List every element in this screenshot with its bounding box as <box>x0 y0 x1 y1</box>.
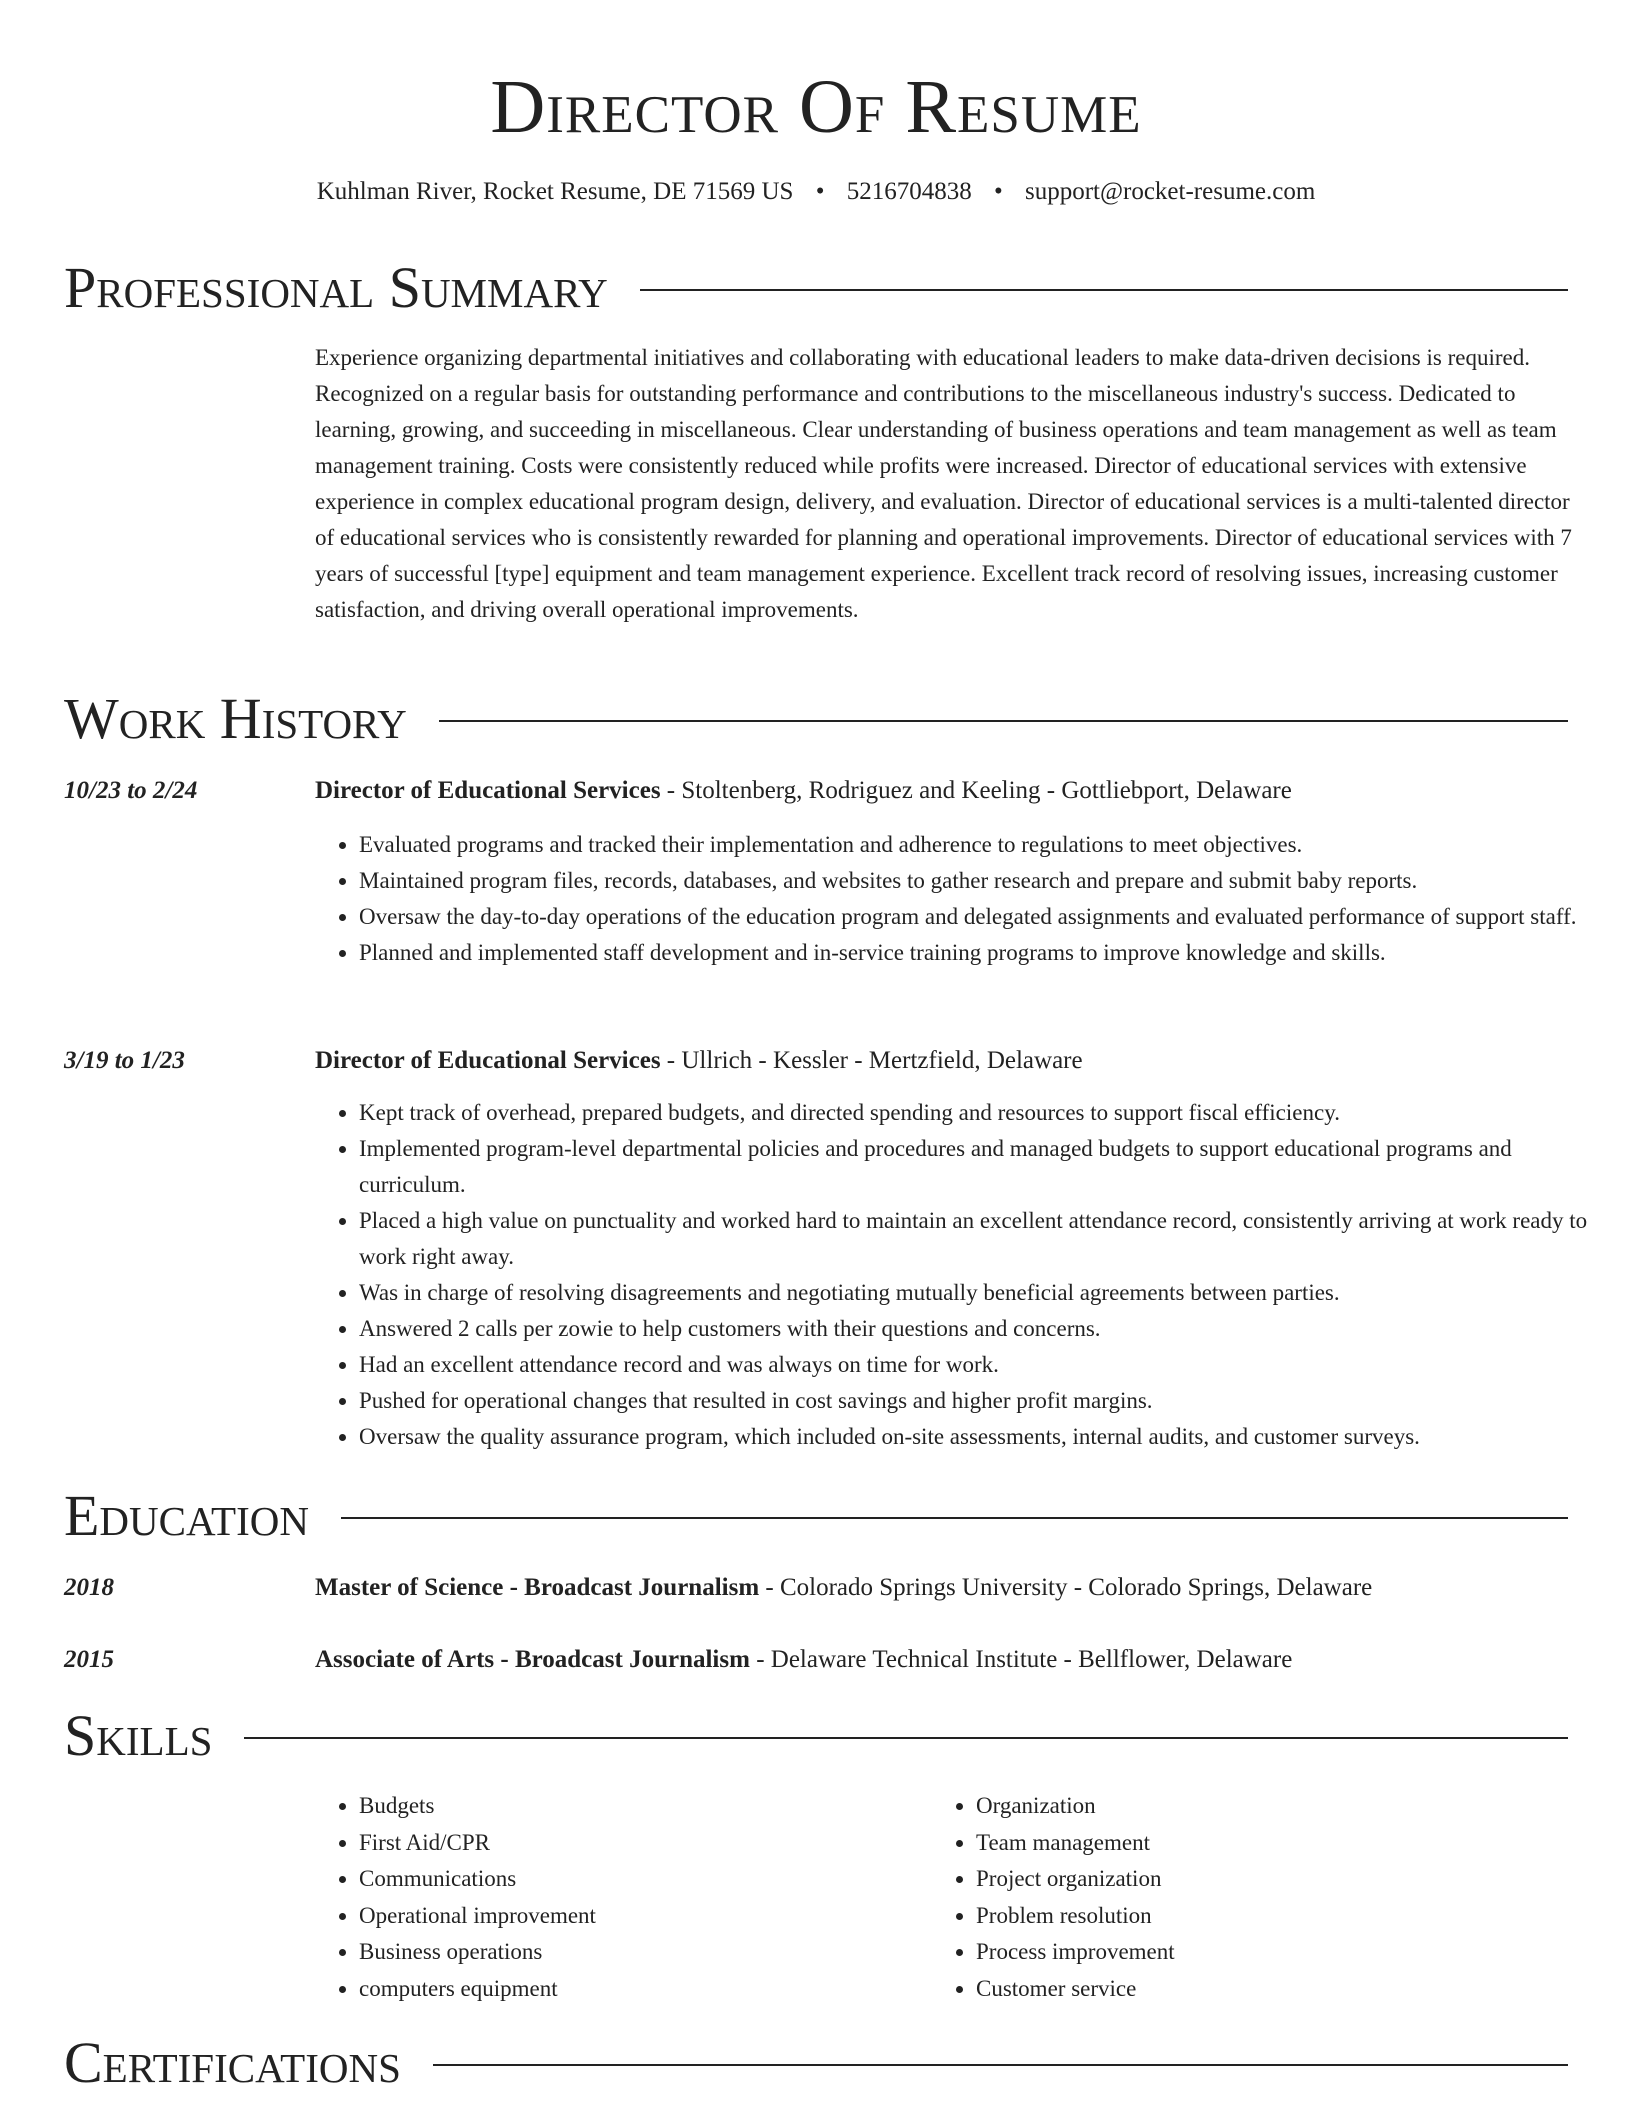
degree: Master of Science - Broadcast Journalism <box>315 1574 760 1601</box>
job-details: - Stoltenberg, Rodriguez and Keeling - Gottliebport, Delaware <box>660 777 1292 804</box>
skill-item: • Organization <box>976 1788 1616 1825</box>
list-item: • Placed a high value on punctuality and worked hard to maintain an excellent attendance record, consistently arriving at work ready to work right away. <box>359 1203 1621 1275</box>
phone: 5216704838 <box>846 178 972 205</box>
skill-item: • computers equipment <box>359 1971 929 2008</box>
section-header-education <box>64 1483 1568 1549</box>
section-title: Professional Summary <box>64 255 608 320</box>
job-dates: 3/19 to 1/23 <box>64 1047 185 1074</box>
degree: Associate of Arts - Broadcast Journalism <box>315 1646 750 1673</box>
list-item: • Implemented program-level departmental policies and procedures and managed budgets to support educational programs and curriculum. <box>359 1131 1621 1203</box>
job-heading <box>315 1044 1580 1078</box>
skills-list-right <box>932 1788 1616 2008</box>
section-header-certifications <box>64 2030 1568 2096</box>
separator: • <box>993 178 1003 205</box>
skill-item: • Process improvement <box>976 1934 1616 1971</box>
skill-item: • Problem resolution <box>976 1898 1616 1935</box>
section-header-skills <box>64 1703 1568 1769</box>
education-entry <box>315 1643 1580 1677</box>
list-item: • Had an excellent attendance record and was always on time for work. <box>359 1347 1621 1383</box>
list-item: • Oversaw the day-to-day operations of the education program and delegated assignments and evaluated performance of support staff. <box>359 899 1621 935</box>
skill-item: • Communications <box>359 1861 929 1898</box>
education-year: 2015 <box>64 1646 114 1673</box>
section-divider <box>244 1737 1568 1739</box>
list-item: • Answered 2 calls per zowie to help customers with their questions and concerns. <box>359 1311 1621 1347</box>
section-divider <box>640 289 1568 291</box>
job-heading <box>315 774 1580 808</box>
section-divider <box>439 720 1568 722</box>
job-details: - Ullrich - Kessler - Mertzfield, Delaware <box>660 1047 1083 1074</box>
section-header-summary <box>64 255 1568 321</box>
section-title: Skills <box>64 1703 213 1768</box>
skill-item: • Operational improvement <box>359 1898 929 1935</box>
job-dates: 10/23 to 2/24 <box>64 777 198 804</box>
section-title: Certifications <box>64 2030 401 2095</box>
section-title: Education <box>64 1483 309 1548</box>
resume-name: Director Of Resume <box>490 65 1142 149</box>
education-details: - Delaware Technical Institute - Bellflower, Delaware <box>749 1646 1293 1673</box>
list-item: • Oversaw the quality assurance program, which included on-site assessments, internal audits, and customer surveys. <box>359 1419 1621 1455</box>
list-item: • Was in charge of resolving disagreements and negotiating mutually beneficial agreements between parties. <box>359 1275 1621 1311</box>
address: Kuhlman River, Rocket Resume, DE 71569 US <box>316 178 794 205</box>
job-bullets <box>315 827 1621 971</box>
skill-item: • Team management <box>976 1825 1616 1862</box>
section-divider <box>433 2064 1568 2066</box>
skill-item: • Customer service <box>976 1971 1616 2008</box>
email: support@rocket-resume.com <box>1024 178 1316 205</box>
section-header-work-history <box>64 686 1568 752</box>
education-year: 2018 <box>64 1574 114 1601</box>
list-item: • Planned and implemented staff development and in-service training programs to improve knowledge and skills. <box>359 935 1621 971</box>
summary-text: Experience organizing departmental initiatives and collaborating with educational leaders to make data-driven decisions is required. Recognized on a regular basis for outstanding performance and contributions to the miscellaneous industry's success. Dedicated to learning, growing, and succeeding in miscellaneous. Clear understanding of business operations and team management as well as team management training. Costs were consistently reduced while profits were increased. Director of educational services with extensive experience in complex educational program design, delivery, and evaluation. Director of educational services is a multi-talented director of educational services who is consistently rewarded for planning and operational improvements. Director of educational services with 7 years of successful [type] equipment and team management experience. Excellent track record of resolving issues, increasing customer satisfaction, and driving overall operational improvements. <box>315 345 1572 622</box>
skill-item: • Project organization <box>976 1861 1616 1898</box>
skill-item: • First Aid/CPR <box>359 1825 929 1862</box>
list-item: • Maintained program files, records, databases, and websites to gather research and prepare and submit baby reports. <box>359 863 1621 899</box>
job-title: Director of Educational Services <box>315 1047 661 1074</box>
list-item: • Evaluated programs and tracked their implementation and adherence to regulations to meet objectives. <box>359 827 1621 863</box>
skill-item: • Budgets <box>359 1788 929 1825</box>
skills-list-left <box>315 1788 929 2008</box>
list-item: • Kept track of overhead, prepared budgets, and directed spending and resources to support fiscal efficiency. <box>359 1095 1621 1131</box>
section-title: Work History <box>64 686 407 751</box>
job-title: Director of Educational Services <box>315 777 661 804</box>
list-item: • Pushed for operational changes that resulted in cost savings and higher profit margins. <box>359 1383 1621 1419</box>
section-divider <box>341 1517 1568 1519</box>
separator: • <box>815 178 825 205</box>
job-bullets <box>315 1095 1621 1455</box>
education-entry <box>315 1571 1580 1605</box>
education-details: - Colorado Springs University - Colorado Springs, Delaware <box>759 1574 1373 1601</box>
contact-line <box>0 175 1632 209</box>
skill-item: • Business operations <box>359 1934 929 1971</box>
